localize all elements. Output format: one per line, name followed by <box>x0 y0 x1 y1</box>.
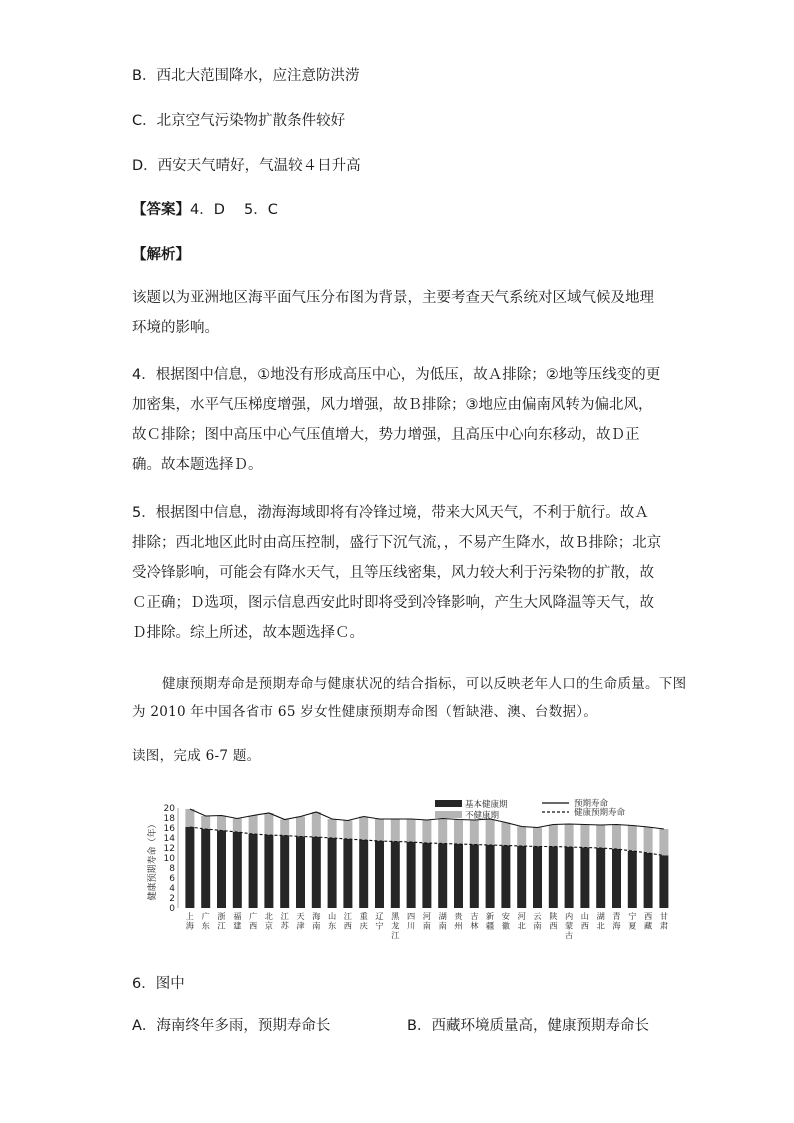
bar-unhealthy <box>407 819 416 842</box>
x-tick-label: 甘肃 <box>659 911 669 931</box>
bar-base <box>201 829 210 908</box>
x-tick-label: 福建 <box>233 911 242 931</box>
y-tick-label: 0 <box>169 904 175 914</box>
bar-unhealthy <box>328 819 337 838</box>
x-tick-label: 四川 <box>406 911 416 931</box>
legend-label-unhealthy: 不健康期 <box>465 811 500 821</box>
bar-unhealthy <box>185 809 194 827</box>
bar-unhealthy <box>343 821 352 840</box>
x-tick-label: 吉林 <box>470 911 479 931</box>
bar-base <box>470 845 479 909</box>
bar-base <box>375 841 384 908</box>
q4-analysis: 4．根据图中信息，①地没有形成高压中心，为低压，故Ａ排除；②地等压线变的更加密集，水平气压梯度增强，风力增强，故Ｂ排除；③地应由偏南风转为偏北风，故Ｃ排除；图中高压中心气压值增大，势力增强，且高压中心向东移动，故Ｄ正确。故本题选择Ｄ。 <box>132 367 661 473</box>
q6-option-a: A．海南终年多雨，预期寿命长 <box>132 1018 331 1034</box>
x-tick-label: 云南 <box>533 911 542 931</box>
y-tick-label: 8 <box>169 864 175 874</box>
bar-unhealthy <box>249 816 258 835</box>
x-tick-label: 贵州 <box>454 911 463 931</box>
option-b: B．西北大范围降水，应注意防洪涝 <box>132 68 360 84</box>
option-c: C．北京空气污染物扩散条件较好 <box>132 113 346 129</box>
bars-group <box>185 809 668 908</box>
x-tick-label: 山西 <box>580 911 590 931</box>
bar-base <box>280 836 289 909</box>
bar-unhealthy <box>628 826 637 852</box>
bar-base <box>596 848 605 908</box>
q6-option-b: B．西藏环境质量高，健康预期寿命长 <box>407 1018 649 1034</box>
bar-unhealthy <box>438 819 447 844</box>
x-tick-label: 宁夏 <box>628 911 637 931</box>
bar-base <box>328 838 337 908</box>
bar-base <box>312 837 321 908</box>
legend-swatch-base <box>435 800 462 807</box>
y-tick-label: 12 <box>163 844 175 854</box>
bar-base <box>659 856 668 909</box>
x-tick-label: 湖南 <box>438 911 447 931</box>
x-tick-label: 辽宁 <box>375 911 384 931</box>
bar-base <box>644 853 653 908</box>
x-tick-label: 广西 <box>248 911 258 931</box>
bar-unhealthy <box>359 817 368 841</box>
bar-unhealthy <box>264 813 273 835</box>
x-tick-label: 江苏 <box>280 911 289 931</box>
answer-line <box>132 200 278 220</box>
bar-base <box>501 846 510 909</box>
bar-unhealthy <box>470 820 479 845</box>
answer-label: 【答案】 <box>132 202 190 218</box>
x-tick-label: 江西 <box>343 911 353 931</box>
bar-unhealthy <box>454 820 463 845</box>
x-tick-label: 上海 <box>185 911 195 931</box>
bar-base <box>391 842 400 909</box>
bar-unhealthy <box>296 817 305 837</box>
y-tick-label: 16 <box>163 824 175 834</box>
legend-label-base: 基本健康期 <box>465 800 508 810</box>
bar-unhealthy <box>580 825 589 848</box>
life-expectancy-chart <box>132 798 669 958</box>
analysis-label: 【解析】 <box>132 247 190 263</box>
y-axis-label: 健康预期寿命（年） <box>148 819 158 901</box>
bar-base <box>359 840 368 908</box>
bar-base <box>612 849 621 908</box>
y-tick-label: 20 <box>163 804 175 814</box>
bar-unhealthy <box>517 827 526 847</box>
legend <box>435 798 626 821</box>
x-tick-label: 河北 <box>517 911 526 931</box>
bar-base <box>580 848 589 909</box>
bar-base <box>486 845 495 908</box>
x-axis-labels <box>186 911 668 940</box>
bar-unhealthy <box>233 819 242 833</box>
bar-base <box>628 851 637 908</box>
y-tick-label: 4 <box>169 884 175 894</box>
y-tick-label: 10 <box>163 854 175 864</box>
analysis-intro: 该题以为亚洲地区海平面气压分布图为背景，主要考查天气系统对区域气候及地理环境的影响。 <box>132 290 654 336</box>
y-tick-label: 14 <box>163 834 175 844</box>
bar-base <box>454 844 463 908</box>
answer-text: 4．D 5．C <box>190 202 278 218</box>
bar-base <box>264 835 273 908</box>
bar-base <box>549 847 558 909</box>
bar-unhealthy <box>596 825 605 848</box>
bar-base <box>217 831 226 909</box>
x-tick-label: 西藏 <box>643 911 653 931</box>
y-tick-label: 2 <box>169 894 175 904</box>
bar-base <box>185 827 194 908</box>
legend-swatch-unhealthy <box>435 811 462 818</box>
q5-analysis: 5．根据图中信息，渤海海域即将有冷锋过境，带来大风天气，不利于航行。故Ａ排除；西北地区此时由高压控制，盛行下沉气流，，不易产生降水，故Ｂ排除；北京受冷锋影响，可能会有降水天气，且等压线密集，风力较大利于污染物的扩散，故Ｃ正确；Ｄ选项，图示信息西安此时即将受到冷锋影响，产生大风降温等天气，故Ｄ排除。综上所述，故本题选择Ｃ。 <box>132 505 662 641</box>
bar-base <box>422 843 431 908</box>
bar-base <box>233 832 242 908</box>
bar-unhealthy <box>201 816 210 829</box>
bar-base <box>517 846 526 908</box>
bar-base <box>407 842 416 908</box>
bar-unhealthy <box>217 816 226 831</box>
material-intro: 健康预期寿命是预期寿命与健康状况的结合指标，可以反映老年人口的生命质量。下图为 2010 年中国各省市 65 岁女性健康预期寿命图（暂缺港、澳、台数据）。 <box>132 676 687 720</box>
x-tick-label: 山东 <box>327 911 337 931</box>
bar-unhealthy <box>280 820 289 836</box>
x-tick-label: 广东 <box>201 911 210 931</box>
x-tick-label: 安徽 <box>501 911 511 931</box>
bar-unhealthy <box>486 819 495 845</box>
legend-label-healthy: 健康预期寿命 <box>574 808 626 818</box>
legend-label-expectancy: 预期寿命 <box>574 799 609 809</box>
bar-base <box>343 839 352 908</box>
bar-base <box>565 847 574 908</box>
bar-unhealthy <box>312 812 321 837</box>
x-tick-label: 重庆 <box>359 911 368 931</box>
x-tick-label: 内蒙古 <box>564 911 574 940</box>
x-tick-label: 黑龙江 <box>391 911 400 940</box>
bar-unhealthy <box>612 825 621 850</box>
material-instruction: 读图，完成 6-7 题。 <box>132 748 261 764</box>
x-tick-label: 河南 <box>422 911 432 931</box>
bar-unhealthy <box>422 820 431 843</box>
bar-unhealthy <box>565 824 574 847</box>
bar-unhealthy <box>501 823 510 846</box>
bar-unhealthy <box>391 819 400 842</box>
x-tick-label: 湖北 <box>596 911 605 931</box>
x-tick-label: 天津 <box>296 911 305 931</box>
option-d: D．西安天气晴好，气温较４日升高 <box>132 158 361 174</box>
y-tick-label: 6 <box>169 874 175 884</box>
bar-base <box>438 844 447 909</box>
q6-stem: 6．图中 <box>132 976 185 992</box>
x-tick-label: 新疆 <box>485 911 495 931</box>
bar-unhealthy <box>533 828 542 847</box>
bar-base <box>296 837 305 909</box>
x-tick-label: 浙江 <box>217 911 226 931</box>
y-tick-label: 18 <box>163 814 175 824</box>
bar-unhealthy <box>644 827 653 853</box>
bar-unhealthy <box>659 829 668 856</box>
bar-base <box>249 834 258 908</box>
x-tick-label: 海南 <box>312 911 321 931</box>
y-axis <box>164 804 178 914</box>
bar-unhealthy <box>375 819 384 841</box>
bar-base <box>533 847 542 909</box>
x-tick-label: 陕西 <box>549 911 558 931</box>
x-tick-label: 青海 <box>612 911 621 931</box>
x-tick-label: 北京 <box>264 911 274 931</box>
bar-unhealthy <box>549 825 558 847</box>
